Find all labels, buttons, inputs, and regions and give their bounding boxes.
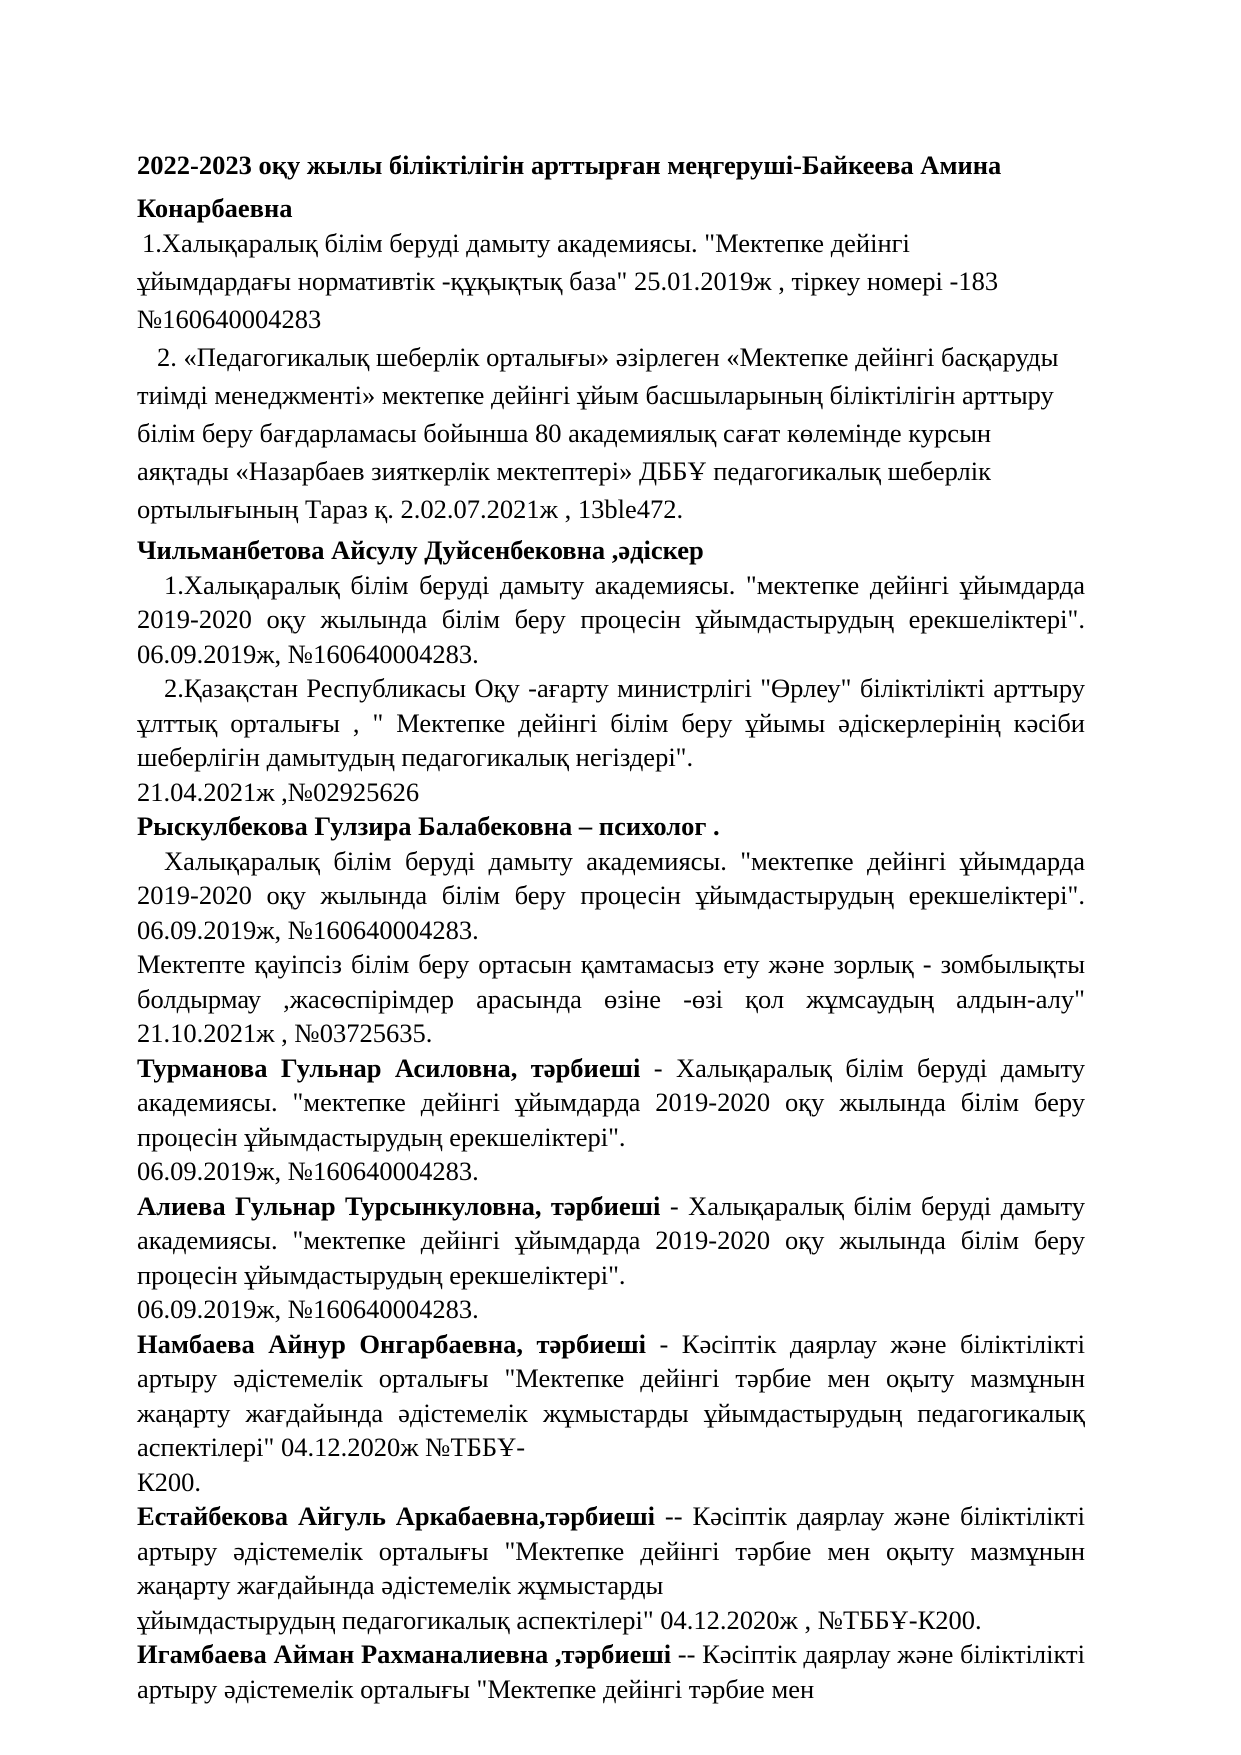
- head-entry: [137, 224, 1177, 528]
- staff-entry: [137, 1637, 1085, 1706]
- staff-entry: [137, 1189, 1085, 1293]
- staff-course: -- Кәсіптік даярлау және біліктілікті артыру әдістемелік орталығы "Мектепке дейінгі тәрбие мен оқыту мазмұнын жаңарту жағдайында әдістемелік жұмыстарды: [137, 1501, 1085, 1600]
- staff-name: Рыскулбекова Гулзира Балабековна – психолог .: [137, 811, 720, 841]
- staff-course: 2.Қазақстан Республикасы Оқу -ағарту министрлігі "Өрлеу" біліктілікті арттыру ұлттық орталығы , " Мектепке дейінгі білім беру ұйымы әдіскерлерінің кәсіби шеберлігін дамытудың педагогикалық негіздері".: [137, 673, 1085, 772]
- staff-course: - Кәсіптік даярлау және біліктілікті артыру әдістемелік орталығы "Мектепке дейінгі тәрбие мен оқыту мазмұнын жаңарту жағдайында әдістемелік жұмыстарды ұйымдастырудың педагогикалық аспектілері" 04.12.2020ж №ТББҰ-: [137, 1328, 1085, 1462]
- staff-course: - Халықаралық білім беруді дамыту академиясы. "мектепке дейінгі ұйымдарда 2019-2020 оқу жылында білім беру процесін ұйымдастырудың ерекшеліктері".: [137, 1052, 1086, 1152]
- head-item-2-line: тиімді менеджменті» мектепке дейінгі ұйым басшыларының біліктілігін арттыру: [137, 380, 1054, 410]
- head-item-1-line: ұйымдардағы нормативтік -құқықтық база" 25.01.2019ж , тіркеу номері -183: [137, 266, 999, 296]
- staff-name: Турманова Гульнар Асиловна, тәрбиеші: [137, 1052, 641, 1083]
- head-item-2-line: ортылығының Тараз қ. 2.02.07.2021ж , 13ble472.: [137, 494, 684, 524]
- staff-course: Мектепте қауіпсіз білім беру ортасын қамтамасыз ету және зорлық - зомбылықты болдырмау ,жасөспірімдер арасында өзіне -өзі қол жұмсаудың алдын-алу" 21.10.2021ж , №03725635.: [137, 949, 1085, 1048]
- head-item-2-line: 2. «Педагогикалық шеберлік орталығы» әзірлеген «Мектепке дейінгі басқаруды: [157, 342, 1059, 372]
- staff-name: Намбаева Айнур Онгарбаевна, тәрбиеші: [137, 1328, 646, 1359]
- staff-name: Чильманбетова Айсулу Дуйсенбековна ,әдіскер: [137, 535, 704, 565]
- head-item-2-line: аяқтады «Назарбаев зияткерлік мектептері» ДББҰ педагогикалық шеберлік: [137, 456, 992, 486]
- staff-course: -- Кәсіптік даярлау және біліктілікті артыру әдістемелік орталығы "Мектепке дейінгі тәрбие мен: [137, 1639, 1085, 1704]
- staff-name: Алиева Гульнар Турсынкуловна, тәрбиеші: [137, 1190, 661, 1221]
- staff-course-end: ұйымдастырудың педагогикалық аспектілері" 04.12.2020ж , №ТББҰ-К200.: [137, 1604, 982, 1635]
- staff-course: - Халықаралық білім беруді дамыту академиясы. "мектепке дейінгі ұйымдарда 2019-2020 оқу жылында білім беру процесін ұйымдастырудың ерекшеліктері".: [137, 1190, 1085, 1290]
- staff-entry: [137, 1051, 1085, 1155]
- staff-list: [137, 533, 1085, 1706]
- head-item-2-line: білім беру бағдарламасы бойынша 80 академиялық сағат көлемінде курсын: [137, 418, 992, 448]
- staff-entry: [137, 1499, 1085, 1603]
- staff-course-end: 06.09.2019ж, №160640004283.: [137, 1156, 479, 1186]
- staff-name: Игамбаева Айман Рахманалиевна ,тәрбиеші: [137, 1639, 672, 1669]
- staff-course: 1.Халықаралық білім беруді дамыту академиясы. "мектепке дейінгі ұйымдарда 2019-2020 оқу жылында білім беру процесін ұйымдастырудың ерекшеліктері". 06.09.2019ж, №160640004283.: [137, 569, 1085, 669]
- staff-course: Халықаралық білім беруді дамыту академиясы. "мектепке дейінгі ұйымдарда 2019-2020 оқу жылында білім беру процесін ұйымдастырудың ерекшеліктері". 06.09.2019ж, №160640004283.: [137, 845, 1085, 945]
- staff-entry: [137, 1327, 1085, 1465]
- staff-course-end: 21.04.2021ж ,№02925626: [137, 776, 420, 807]
- staff-course-end: К200.: [137, 1466, 202, 1497]
- staff-course-end: 06.09.2019ж, №160640004283.: [137, 1294, 479, 1324]
- head-item-1-line: 1.Халықаралық білім беруді дамыту академиясы. "Мектепке дейінгі: [142, 228, 910, 258]
- staff-name: Естайбекова Айгуль Аркабаевна,тәрбиеші: [137, 1501, 656, 1531]
- head-item-1-line: №160640004283: [137, 304, 322, 334]
- page-title: 2022-2023 оқу жылы біліктілігін арттырған меңгеруші-Байкеева Амина Конарбаевна: [137, 150, 1002, 223]
